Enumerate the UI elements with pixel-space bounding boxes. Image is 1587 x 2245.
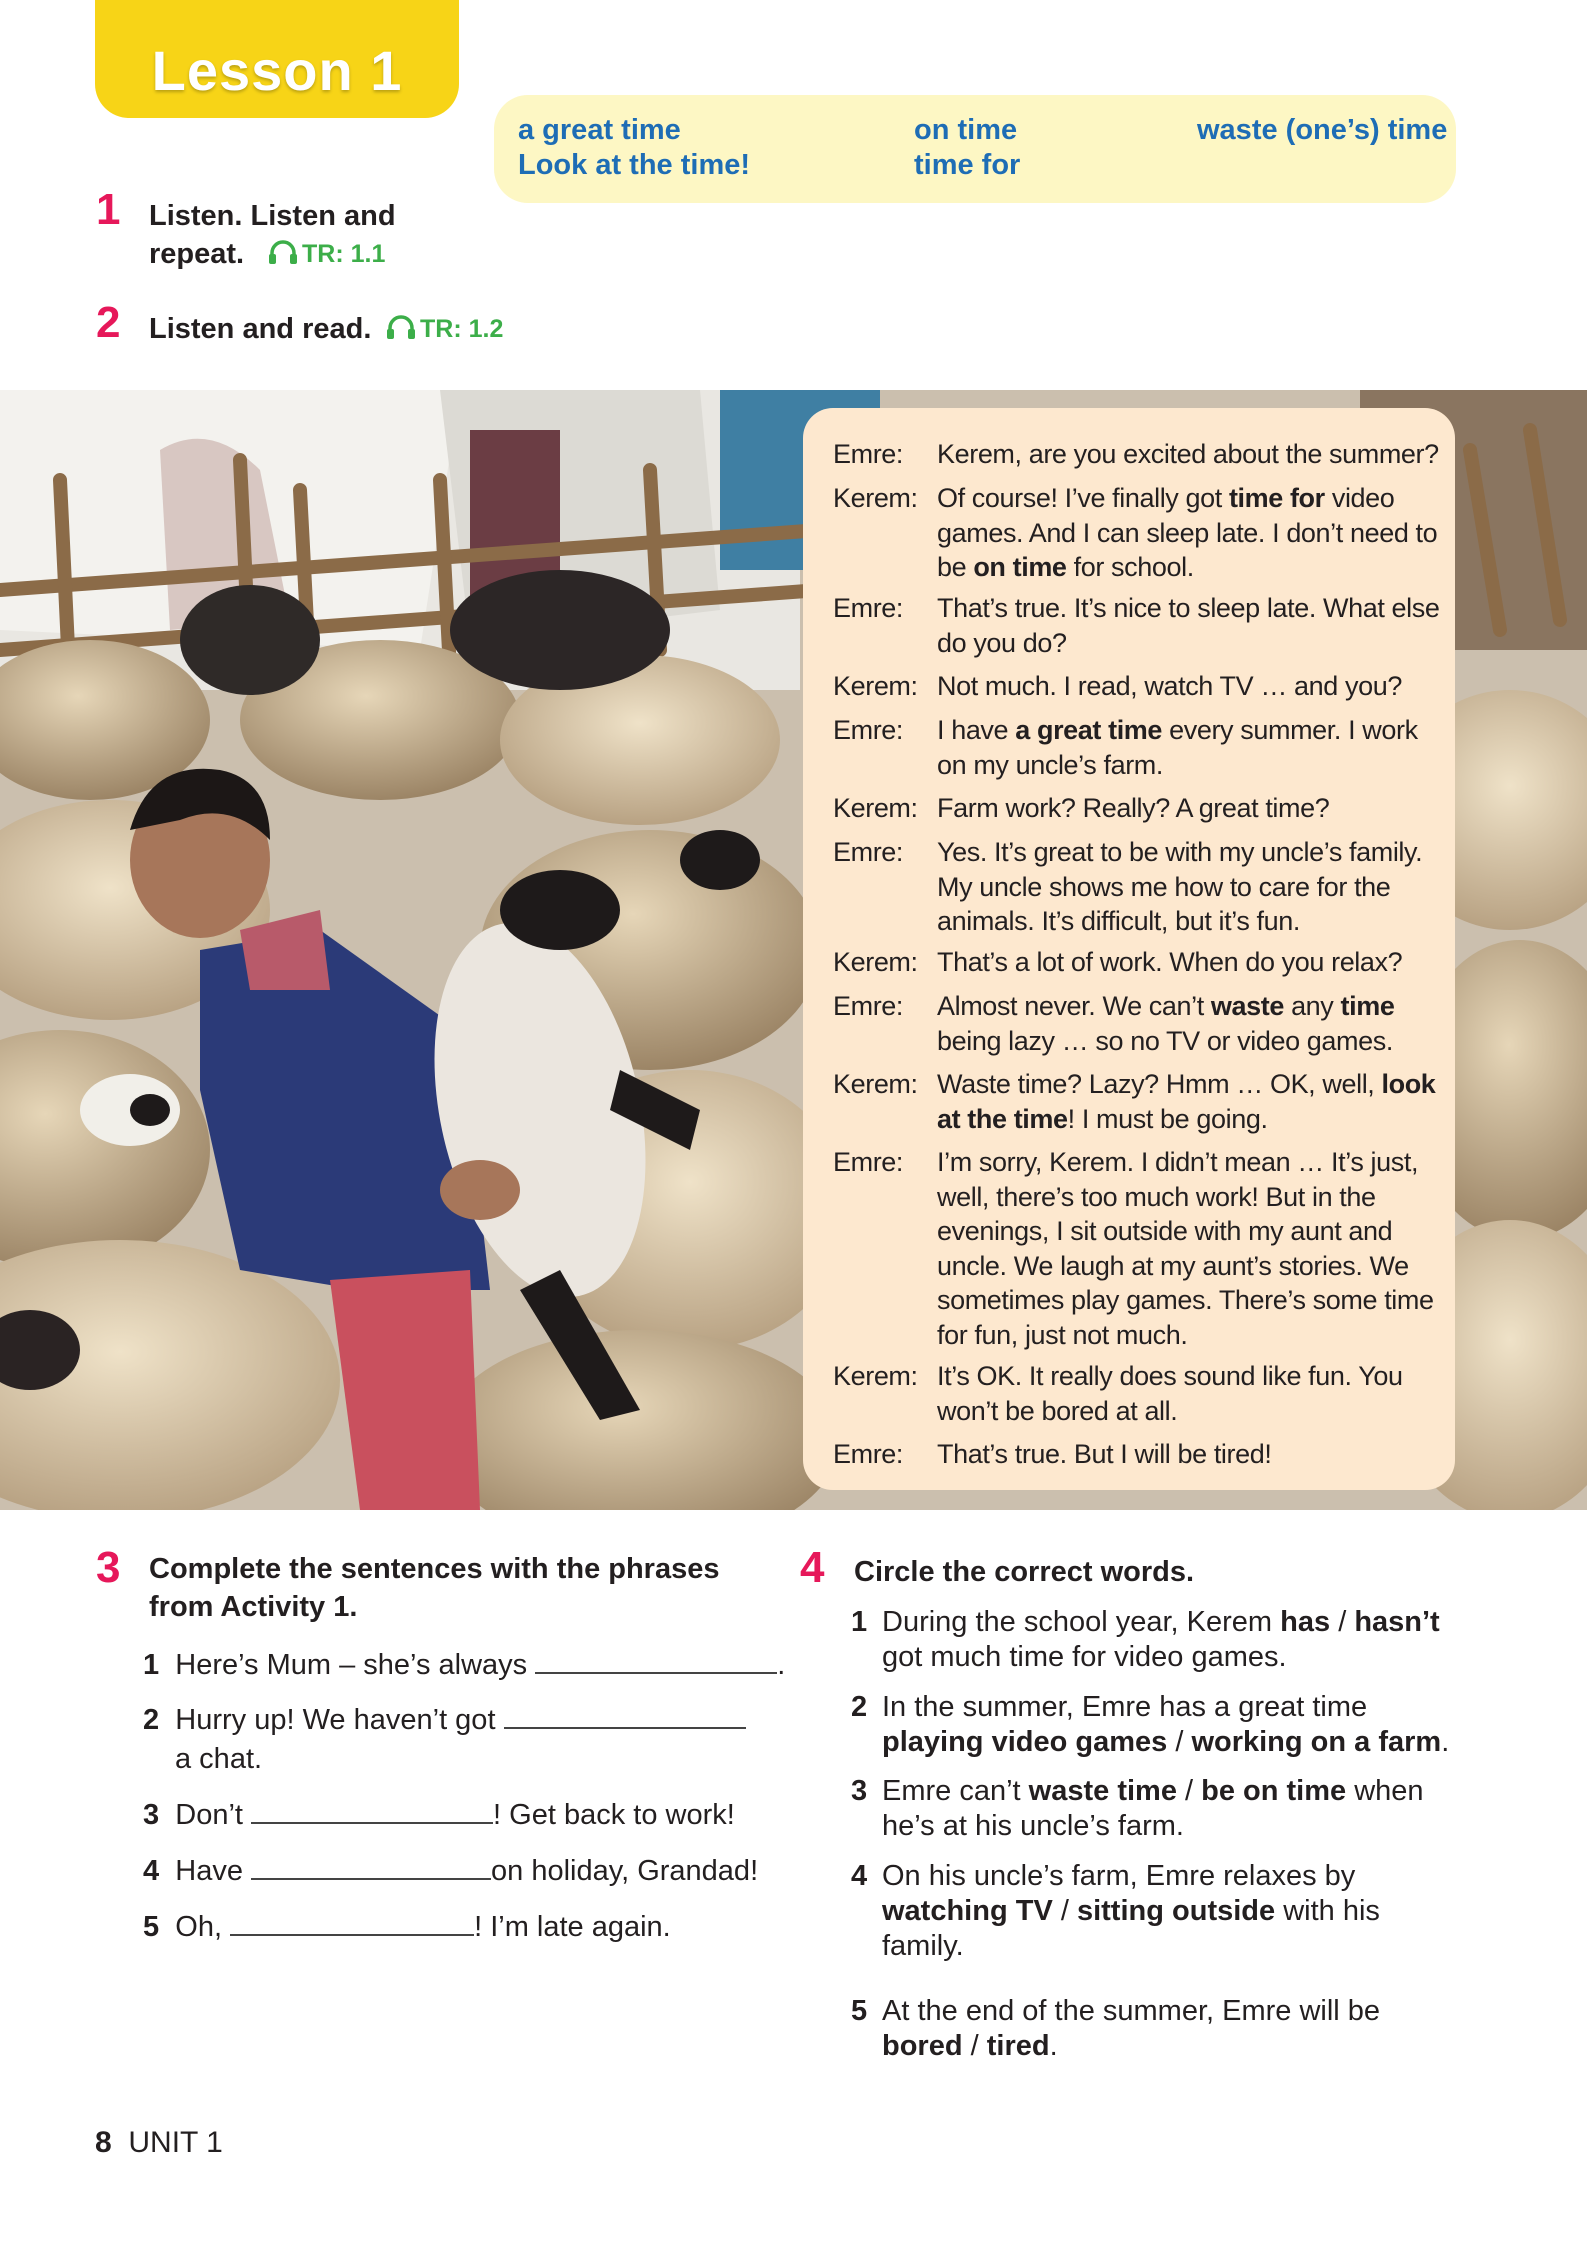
- item-number: 4: [143, 1855, 160, 1887]
- dialogue-line: That’s a lot of work. When do you relax?: [937, 947, 1403, 977]
- vocab-phrase: time for: [914, 149, 1021, 181]
- activity-3-instruction: Complete the sentences with the phrases: [149, 1553, 720, 1585]
- circle-words-item: On his uncle’s farm, Emre relaxes by: [882, 1860, 1356, 1892]
- item-number: 5: [851, 1995, 868, 2027]
- item-number: 3: [143, 1799, 160, 1831]
- vocab-phrase: waste (one’s) time: [1197, 114, 1448, 146]
- dialogue-line: Kerem, are you excited about the summer?: [937, 439, 1439, 469]
- activity-2-number: 2: [96, 298, 121, 347]
- dialogue-line: Waste time? Lazy? Hmm … OK, well, look at the time! I must be going.: [937, 1069, 1436, 1134]
- activity-4-number: 4: [800, 1543, 825, 1592]
- exercise-item: [143, 1798, 735, 1832]
- dialogue-speaker: Emre:: [833, 837, 904, 867]
- dialogue-line: I have a great time every summer. I work on my uncle’s farm.: [937, 715, 1418, 780]
- item-number: 3: [851, 1775, 868, 1807]
- audio-track-1[interactable]: [268, 238, 385, 269]
- vocab-phrase: Look at the time!: [518, 149, 751, 181]
- item-number: 4: [851, 1860, 868, 1892]
- item-number: 2: [143, 1704, 160, 1736]
- blank-answer[interactable]: [251, 1798, 493, 1824]
- circle-words-item: got much time for video games.: [882, 1641, 1287, 1673]
- circle-words-item: bored / tired.: [882, 2030, 1058, 2062]
- unit-label: UNIT 1: [128, 2126, 223, 2159]
- circle-words-item: In the summer, Emre has a great time: [882, 1691, 1368, 1723]
- dialogue-line: Of course! I’ve finally got time for video games. And I can sleep late. I don’t need to be on time for school.: [937, 483, 1438, 582]
- circle-words-item: At the end of the summer, Emre will be: [882, 1995, 1381, 2027]
- item-text-cont: a chat.: [175, 1743, 263, 1775]
- dialogue-speaker: Emre:: [833, 991, 904, 1021]
- page-footer: [95, 2126, 223, 2160]
- circle-words-item: Emre can’t waste time / be on time when: [882, 1775, 1424, 1807]
- exercise-item: [143, 1854, 758, 1888]
- circle-words-item: watching TV / sitting outside with his: [882, 1895, 1380, 1927]
- dialogue-line: Almost never. We can’t waste any time being lazy … so no TV or video games.: [937, 991, 1395, 1056]
- item-text: Oh,: [175, 1911, 223, 1943]
- dialogue-speaker: Kerem:: [833, 671, 918, 701]
- dialogue-speaker: Emre:: [833, 439, 904, 469]
- item-text-end: ! Get back to work!: [493, 1799, 735, 1831]
- headphones-icon: [386, 315, 420, 343]
- dialogue-speaker: Kerem:: [833, 1361, 918, 1391]
- dialogue-speaker: Kerem:: [833, 1069, 918, 1099]
- dialogue-speaker: Kerem:: [833, 947, 918, 977]
- circle-words-item: playing video games / working on a farm.: [882, 1726, 1450, 1758]
- track-label: TR: 1.2: [420, 315, 504, 343]
- item-number: 2: [851, 1691, 868, 1723]
- activity-1-instruction: Listen. Listen and: [149, 200, 396, 232]
- blank-answer[interactable]: [535, 1648, 777, 1674]
- item-number: 5: [143, 1911, 160, 1943]
- item-text: Have: [175, 1855, 243, 1887]
- dialogue-line: Farm work? Really? A great time?: [937, 793, 1330, 823]
- exercise-item: [143, 1648, 785, 1682]
- dialogue-line: I’m sorry, Kerem. I didn’t mean … It’s just, well, there’s too much work! But in the evenings, I sit outside with my aunt and uncle. We laugh at my aunt’s stories. We sometimes play games. There’s some time for fun, just not much.: [937, 1147, 1434, 1350]
- circle-words-item: he’s at his uncle’s farm.: [882, 1810, 1184, 1842]
- dialogue-speaker: Emre:: [833, 715, 904, 745]
- activity-3-instruction-cont: from Activity 1.: [149, 1591, 358, 1623]
- blank-answer[interactable]: [230, 1910, 474, 1936]
- track-label: TR: 1.1: [302, 240, 386, 268]
- item-text: Here’s Mum – she’s always: [175, 1649, 528, 1681]
- item-number: 1: [851, 1606, 868, 1638]
- dialogue-line: Not much. I read, watch TV … and you?: [937, 671, 1402, 701]
- circle-words-item: During the school year, Kerem has / hasn’t: [882, 1606, 1440, 1638]
- item-text-end: on holiday, Grandad!: [491, 1855, 759, 1887]
- item-text-end: ! I’m late again.: [474, 1911, 671, 1943]
- exercise-item: [143, 1910, 671, 1944]
- circle-words-item: family.: [882, 1930, 964, 1962]
- item-text: Hurry up! We haven’t got: [175, 1704, 496, 1736]
- exercise-item: [143, 1703, 746, 1737]
- activity-4-instruction: Circle the correct words.: [854, 1556, 1195, 1588]
- lesson-title: Lesson 1: [151, 39, 403, 102]
- dialogue-line: That’s true. But I will be tired!: [937, 1439, 1272, 1469]
- item-text-end: .: [777, 1649, 786, 1681]
- blank-answer[interactable]: [251, 1854, 491, 1880]
- activity-2-instruction: Listen and read.: [149, 313, 372, 345]
- headphones-icon: [268, 240, 302, 268]
- dialogue-speaker: Kerem:: [833, 483, 918, 513]
- activity-1-number: 1: [96, 185, 121, 234]
- blank-answer[interactable]: [504, 1703, 746, 1729]
- item-number: 1: [143, 1649, 160, 1681]
- dialogue-line: Yes. It’s great to be with my uncle’s family. My uncle shows me how to care for the animals. It’s difficult, but it’s fun.: [937, 837, 1423, 936]
- dialogue-line: That’s true. It’s nice to sleep late. What else do you do?: [937, 593, 1440, 658]
- vocab-phrase: on time: [914, 114, 1018, 146]
- vocab-phrase: a great time: [518, 114, 681, 146]
- dialogue-speaker: Kerem:: [833, 793, 918, 823]
- audio-track-2[interactable]: [386, 313, 503, 344]
- dialogue-speaker: Emre:: [833, 593, 904, 623]
- dialogue-speaker: Emre:: [833, 1439, 904, 1469]
- page-number: 8: [95, 2126, 112, 2159]
- activity-1-instruction-cont: repeat.: [149, 238, 245, 270]
- dialogue-speaker: Emre:: [833, 1147, 904, 1177]
- dialogue-line: It’s OK. It really does sound like fun. You won’t be bored at all.: [937, 1361, 1403, 1426]
- activity-3-number: 3: [96, 1543, 121, 1592]
- item-text: Don’t: [175, 1799, 243, 1831]
